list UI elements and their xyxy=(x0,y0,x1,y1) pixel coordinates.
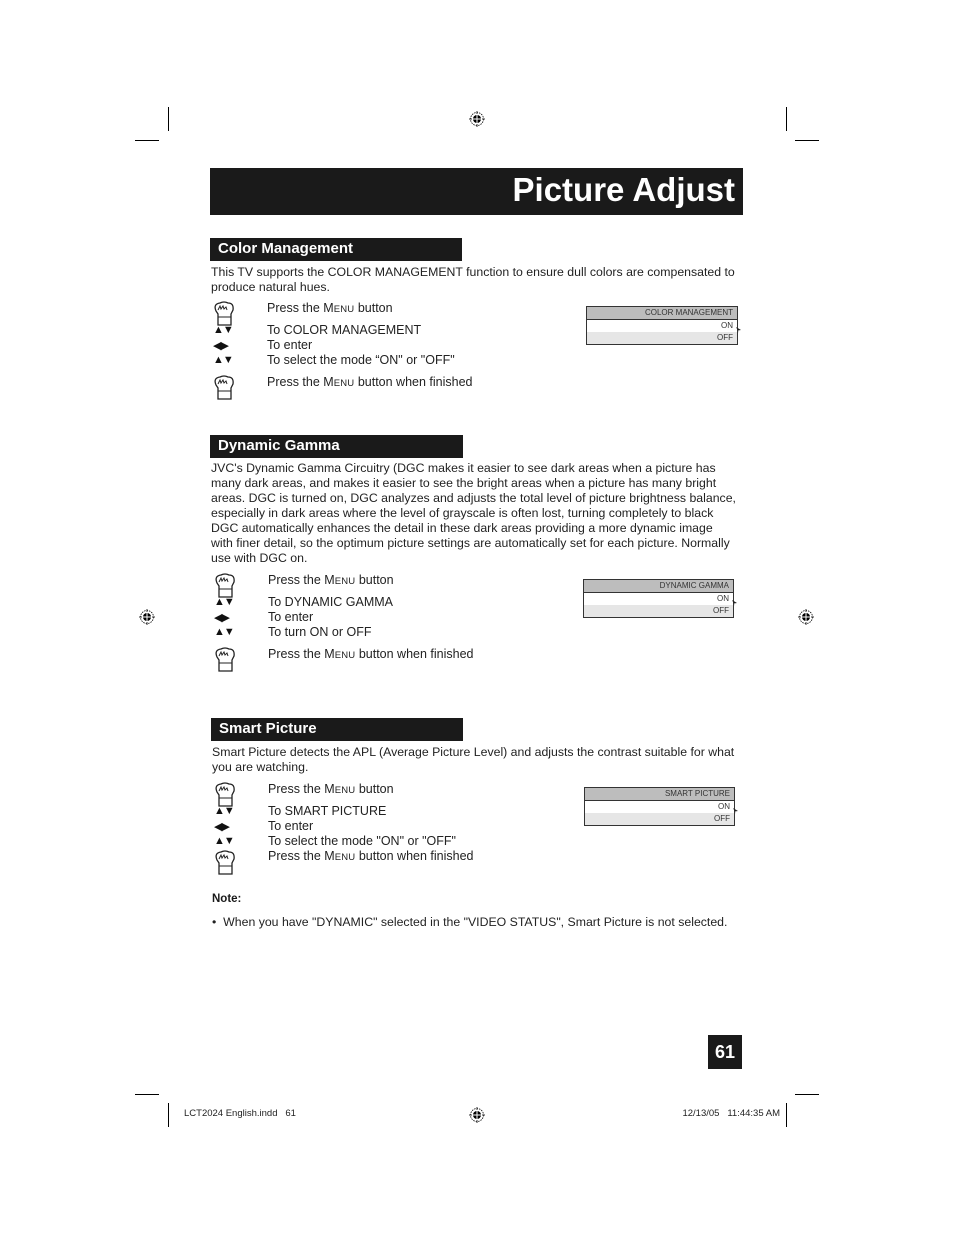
section-heading-color-management: Color Management xyxy=(210,238,462,261)
osd-menu-color-management xyxy=(586,306,738,345)
registration-mark-icon xyxy=(469,1107,485,1123)
note-item: • When you have "DYNAMIC" selected in the "VIDEO STATUS", Smart Picture is not selected. xyxy=(212,915,728,929)
hand-press-icon xyxy=(213,850,237,876)
step-enter: To enter xyxy=(268,610,314,624)
osd-header: DYNAMIC GAMMA xyxy=(584,580,733,593)
osd-menu-smart-picture xyxy=(584,787,735,826)
left-right-arrows-icon: ◀▶ xyxy=(214,612,229,624)
bullet: • xyxy=(212,915,217,929)
step-enter: To enter xyxy=(268,819,314,833)
footer-timestamp: 12/13/05 11:44:35 AM xyxy=(682,1108,780,1119)
section-description: This TV supports the COLOR MANAGEMENT function to ensure dull colors are compensated to produce natural hues. xyxy=(211,265,735,294)
osd-header: SMART PICTURE xyxy=(585,788,734,801)
registration-mark-icon xyxy=(798,609,814,625)
osd-menu-dynamic-gamma xyxy=(583,579,734,618)
footer-file-info: LCT2024 English.indd 61 xyxy=(184,1108,296,1119)
crop-mark xyxy=(786,1103,787,1127)
osd-option-on: ON xyxy=(717,594,729,603)
note-label: Note: xyxy=(212,893,242,905)
step-select: To turn ON or OFF xyxy=(268,625,372,639)
step-press-menu: Press the MENU button xyxy=(268,573,394,587)
step-press-menu-finished: Press the MENU button when finished xyxy=(267,375,473,389)
up-down-arrows-icon: ▲▼ xyxy=(214,596,234,608)
step-press-menu-finished: Press the MENU button when finished xyxy=(268,849,474,863)
hand-press-icon xyxy=(212,375,236,401)
page-number: 61 xyxy=(708,1035,742,1069)
hand-press-icon xyxy=(213,647,237,673)
step-press-menu-finished: Press the MENU button when finished xyxy=(268,647,474,661)
cursor-icon xyxy=(732,600,737,606)
crop-mark xyxy=(795,140,819,141)
crop-mark xyxy=(795,1094,819,1095)
osd-option-off: OFF xyxy=(585,813,734,825)
step-press-menu: Press the MENU button xyxy=(267,301,393,315)
cursor-icon xyxy=(733,808,738,814)
registration-mark-icon xyxy=(139,609,155,625)
crop-mark xyxy=(135,140,159,141)
left-right-arrows-icon: ◀▶ xyxy=(213,340,228,352)
step-navigate: To SMART PICTURE xyxy=(268,804,387,818)
step-enter: To enter xyxy=(267,338,313,352)
crop-mark xyxy=(135,1094,159,1095)
registration-mark-icon xyxy=(469,111,485,127)
left-right-arrows-icon: ◀▶ xyxy=(214,821,229,833)
section-description: JVC's Dynamic Gamma Circuitry (DGC makes it easier to see dark areas when a picture has many dark areas, and makes it easier to see the bright areas when a picture has many bright areas. DGC is turned on, DGC analyzes and adjusts the total level of picture brightness balance, especially in dark areas where the level of grayscale is often lost, turning completely to black DGC automatically enhances the detail in these dark areas providing a more dynamic image with finer detail, so the optimum picture settings are automatically set for each picture. Normally use with DGC on. xyxy=(211,461,736,565)
step-press-menu: Press the MENU button xyxy=(268,782,394,796)
page-title-bar xyxy=(210,168,743,215)
step-navigate: To COLOR MANAGEMENT xyxy=(267,323,422,337)
crop-mark xyxy=(786,107,787,131)
crop-mark xyxy=(168,1103,169,1127)
osd-header: COLOR MANAGEMENT xyxy=(587,307,737,320)
page-title: Picture Adjust xyxy=(512,171,735,208)
osd-option-on: ON xyxy=(721,321,733,330)
step-select: To select the mode "ON" or "OFF" xyxy=(268,834,456,848)
up-down-arrows-icon: ▲▼ xyxy=(214,835,234,847)
section-description: Smart Picture detects the APL (Average Picture Level) and adjusts the contrast suitable for what you are watching. xyxy=(212,745,735,774)
section-heading-dynamic-gamma: Dynamic Gamma xyxy=(210,435,463,458)
up-down-arrows-icon: ▲▼ xyxy=(213,354,233,366)
osd-option-off: OFF xyxy=(587,332,737,344)
up-down-arrows-icon: ▲▼ xyxy=(214,805,234,817)
crop-mark xyxy=(168,107,169,131)
step-navigate: To DYNAMIC GAMMA xyxy=(268,595,394,609)
step-select: To select the mode “ON" or "OFF" xyxy=(267,353,455,367)
osd-option-on: ON xyxy=(718,802,730,811)
section-heading-smart-picture: Smart Picture xyxy=(211,718,463,741)
osd-option-off: OFF xyxy=(584,605,733,617)
up-down-arrows-icon: ▲▼ xyxy=(214,626,234,638)
up-down-arrows-icon: ▲▼ xyxy=(213,324,233,336)
cursor-icon xyxy=(736,327,741,333)
